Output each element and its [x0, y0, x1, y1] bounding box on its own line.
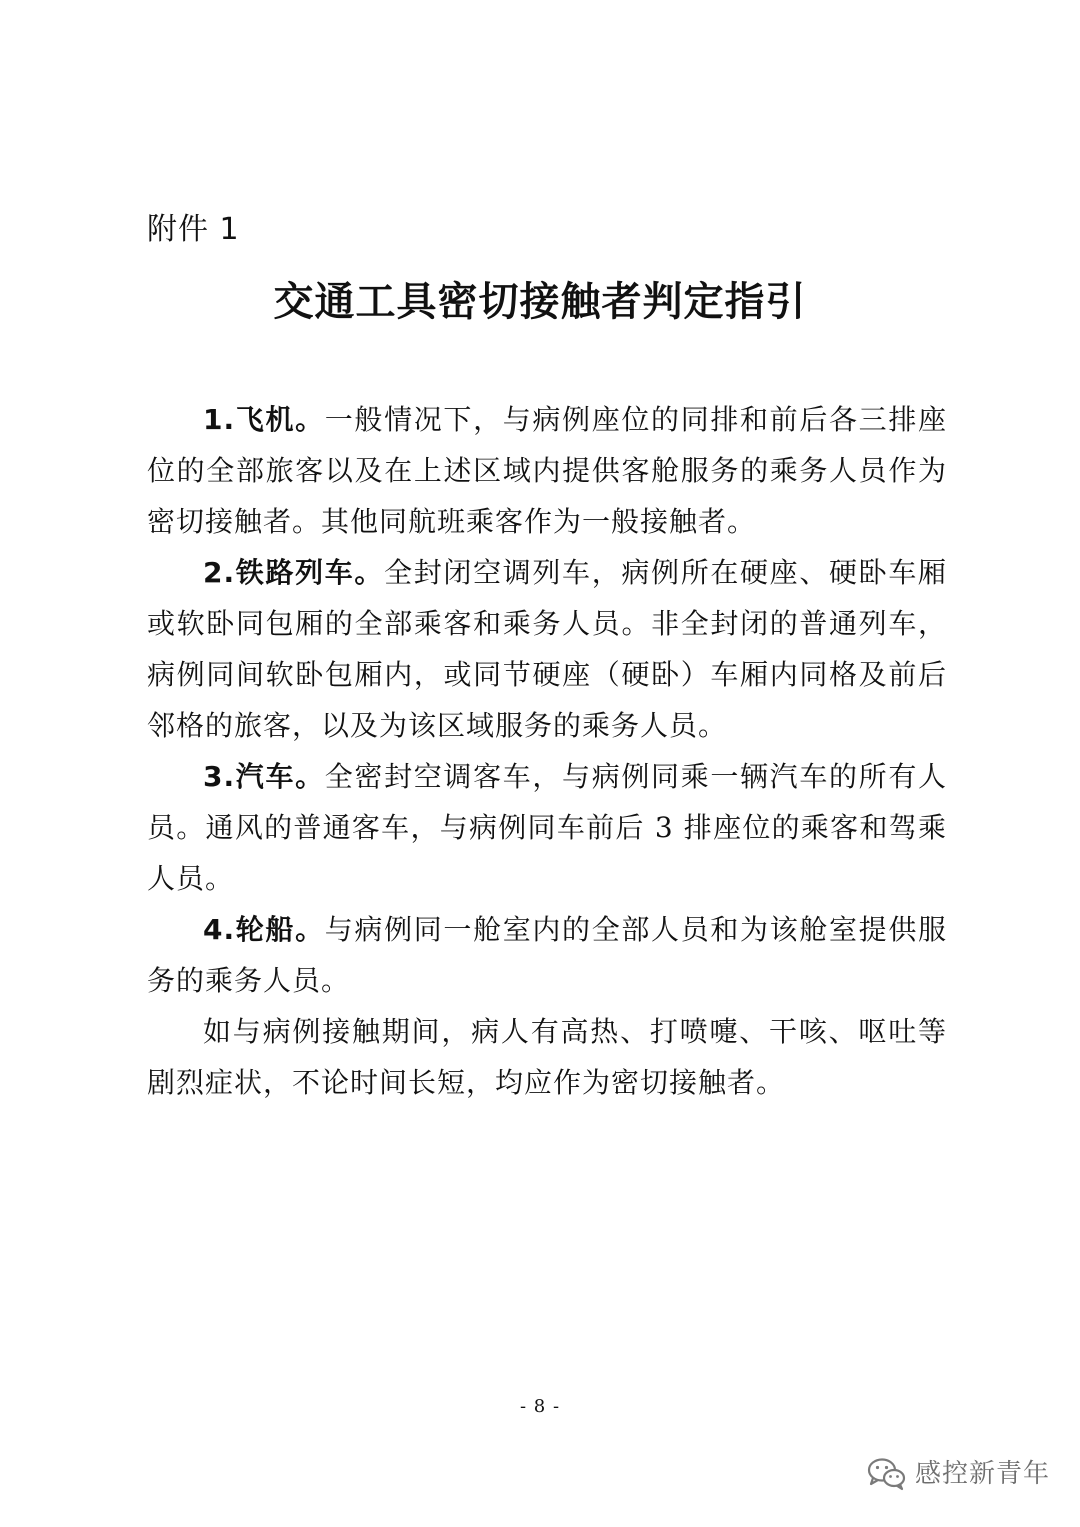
document-body [147, 394, 947, 1108]
document-title: 交通工具密切接触者判定指引 [273, 278, 807, 325]
paragraph-airplane [147, 394, 947, 547]
paragraph-text: 全密封空调客车，与病例同乘一辆汽车的所有人员。通风的普通客车，与病例同车前后 3 排座位的乘客和驾乘人员。 [147, 760, 947, 895]
watermark-text: 感控新青年 [914, 1459, 1050, 1489]
watermark [867, 1454, 1050, 1494]
wechat-icon [867, 1457, 907, 1491]
paragraph-train [147, 547, 947, 751]
paragraph-text: 一般情况下，与病例座位的同排和前后各三排座位的全部旅客以及在上述区域内提供客舱服务的乘务人员作为密切接触者。其他同航班乘客作为一般接触者。 [147, 403, 947, 538]
paragraph-ship [147, 904, 947, 1006]
attachment-label: 附件 1 [147, 212, 240, 247]
paragraph-lead: 2.铁路列车。 [203, 556, 385, 589]
paragraph-note [147, 1006, 947, 1108]
paragraph-lead: 4.轮船。 [203, 913, 325, 946]
paragraph-text: 全封闭空调列车，病例所在硬座、硬卧车厢或软卧同包厢的全部乘客和乘务人员。非全封闭的普通列车，病例同间软卧包厢内，或同节硬座（硬卧）车厢内同格及前后邻格的旅客，以及为该区域服务的乘务人员。 [147, 556, 947, 742]
paragraph-text: 如与病例接触期间，病人有高热、打喷嚏、干咳、呕吐等剧烈症状，不论时间长短，均应作为密切接触者。 [147, 1015, 947, 1099]
paragraph-text: 与病例同一舱室内的全部人员和为该舱室提供服务的乘务人员。 [147, 913, 947, 997]
page-number: - 8 - [519, 1396, 561, 1417]
paragraph-lead: 3.汽车。 [203, 760, 325, 793]
paragraph-lead: 1.飞机。 [203, 403, 325, 436]
paragraph-car [147, 751, 947, 904]
